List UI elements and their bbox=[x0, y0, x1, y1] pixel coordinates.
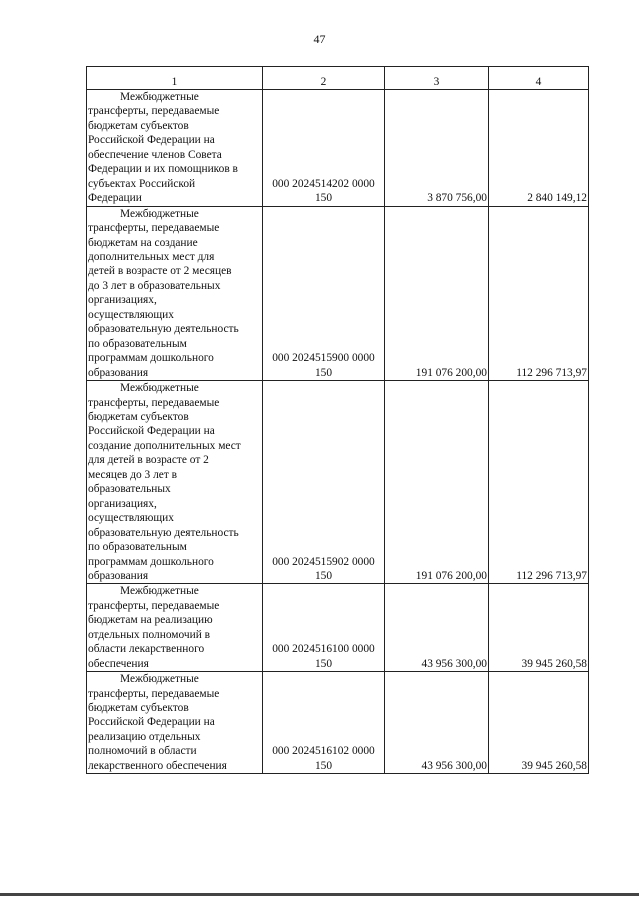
name-line: программам дошкольного bbox=[88, 352, 214, 365]
row-code-cell bbox=[263, 206, 385, 380]
table-row bbox=[87, 672, 589, 774]
name-line: бюджетам субъектов bbox=[88, 410, 189, 423]
row-value-col3: 191 076 200,00 bbox=[385, 381, 489, 584]
name-line: Межбюджетные bbox=[120, 585, 199, 598]
name-line: организациях, bbox=[88, 497, 157, 510]
row-value-col4: 39 945 260,58 bbox=[489, 584, 589, 672]
name-line: Межбюджетные bbox=[120, 207, 199, 220]
code-line: 150 bbox=[314, 366, 333, 379]
row-value-col3: 43 956 300,00 bbox=[385, 672, 489, 774]
row-name-cell bbox=[87, 90, 263, 207]
budget-table bbox=[86, 66, 589, 774]
code-line: 000 2024514202 0000 bbox=[272, 177, 375, 190]
name-line: субъектах Российской bbox=[88, 177, 196, 190]
name-line: бюджетам субъектов bbox=[88, 702, 189, 715]
column-header-2: 2 bbox=[263, 67, 385, 90]
row-name-cell bbox=[87, 381, 263, 584]
name-line: трансферты, передаваемые bbox=[88, 222, 220, 235]
name-line: Межбюджетные bbox=[120, 673, 199, 686]
name-line: бюджетам на реализацию bbox=[88, 614, 213, 627]
row-name-cell bbox=[87, 672, 263, 774]
name-line: Межбюджетные bbox=[120, 91, 199, 103]
code-line: 000 2024516102 0000 bbox=[272, 745, 375, 758]
row-name-cell bbox=[87, 206, 263, 380]
row-value-col4: 112 296 713,97 bbox=[489, 381, 589, 584]
name-line: лекарственного обеспечения bbox=[88, 759, 227, 772]
code-line: 000 2024515902 0000 bbox=[272, 555, 375, 568]
name-line: реализацию отдельных bbox=[88, 730, 201, 743]
row-value-col3: 3 870 756,00 bbox=[385, 90, 489, 207]
row-code-cell bbox=[263, 90, 385, 207]
row-value-col3: 191 076 200,00 bbox=[385, 206, 489, 380]
name-line: образовательную деятельность bbox=[88, 526, 239, 539]
name-line: Российской Федерации на bbox=[88, 134, 215, 147]
column-header-3: 3 bbox=[385, 67, 489, 90]
name-line: по образовательным bbox=[88, 541, 187, 554]
name-line: Федерации bbox=[88, 192, 142, 205]
name-line: трансферты, передаваемые bbox=[88, 599, 220, 612]
name-line: для детей в возрасте от 2 bbox=[88, 454, 209, 467]
name-line: бюджетам субъектов bbox=[88, 119, 189, 132]
name-line: месяцев до 3 лет в bbox=[88, 468, 178, 481]
row-code-cell bbox=[263, 584, 385, 672]
name-line: до 3 лет в образовательных bbox=[88, 279, 221, 292]
row-code-cell bbox=[263, 672, 385, 774]
code-line: 150 bbox=[314, 192, 333, 205]
name-line: осуществляющих bbox=[88, 512, 174, 525]
table-body bbox=[87, 67, 589, 774]
name-line: трансферты, передаваемые bbox=[88, 396, 220, 409]
name-line: бюджетам на создание bbox=[88, 236, 198, 249]
name-line: программам дошкольного bbox=[88, 555, 214, 568]
code-line: 000 2024515900 0000 bbox=[272, 352, 375, 365]
name-line: создание дополнительных мест bbox=[88, 439, 241, 452]
row-value-col4: 112 296 713,97 bbox=[489, 206, 589, 380]
name-line: отдельных полномочий в bbox=[88, 628, 211, 641]
code-line: 150 bbox=[314, 657, 333, 670]
name-line: образовательных bbox=[88, 483, 171, 496]
table-row bbox=[87, 381, 589, 584]
page-number: 47 bbox=[313, 32, 326, 46]
column-header-1: 1 bbox=[87, 67, 263, 90]
name-line: дополнительных мест для bbox=[88, 250, 215, 263]
name-line: организациях, bbox=[88, 294, 157, 307]
row-name-cell bbox=[87, 584, 263, 672]
name-line: образовательную деятельность bbox=[88, 323, 239, 336]
name-line: осуществляющих bbox=[88, 308, 174, 321]
name-line: трансферты, передаваемые bbox=[88, 687, 220, 700]
name-line: Федерации и их помощников в bbox=[88, 163, 238, 176]
row-value-col4: 39 945 260,58 bbox=[489, 672, 589, 774]
code-line: 150 bbox=[314, 569, 333, 582]
name-line: Российской Федерации на bbox=[88, 425, 215, 438]
table-row bbox=[87, 90, 589, 207]
name-line: по образовательным bbox=[88, 337, 187, 350]
row-code-cell bbox=[263, 381, 385, 584]
code-line: 150 bbox=[314, 759, 333, 772]
code-line: 000 2024516100 0000 bbox=[272, 643, 375, 656]
name-line: Межбюджетные bbox=[120, 382, 199, 395]
table-header-row bbox=[87, 67, 589, 90]
name-line: трансферты, передаваемые bbox=[88, 105, 220, 118]
name-line: образования bbox=[88, 569, 149, 582]
row-value-col4: 2 840 149,12 bbox=[489, 90, 589, 207]
column-header-4: 4 bbox=[489, 67, 589, 90]
name-line: Российской Федерации на bbox=[88, 716, 215, 729]
table-row bbox=[87, 584, 589, 672]
page-bottom-edge bbox=[0, 893, 639, 896]
table-row bbox=[87, 206, 589, 380]
name-line: полномочий в области bbox=[88, 745, 197, 758]
name-line: образования bbox=[88, 366, 149, 379]
name-line: обеспечения bbox=[88, 657, 149, 670]
name-line: области лекарственного bbox=[88, 643, 205, 656]
name-line: обеспечение членов Совета bbox=[88, 148, 222, 161]
name-line: детей в возрасте от 2 месяцев bbox=[88, 265, 232, 278]
row-value-col3: 43 956 300,00 bbox=[385, 584, 489, 672]
